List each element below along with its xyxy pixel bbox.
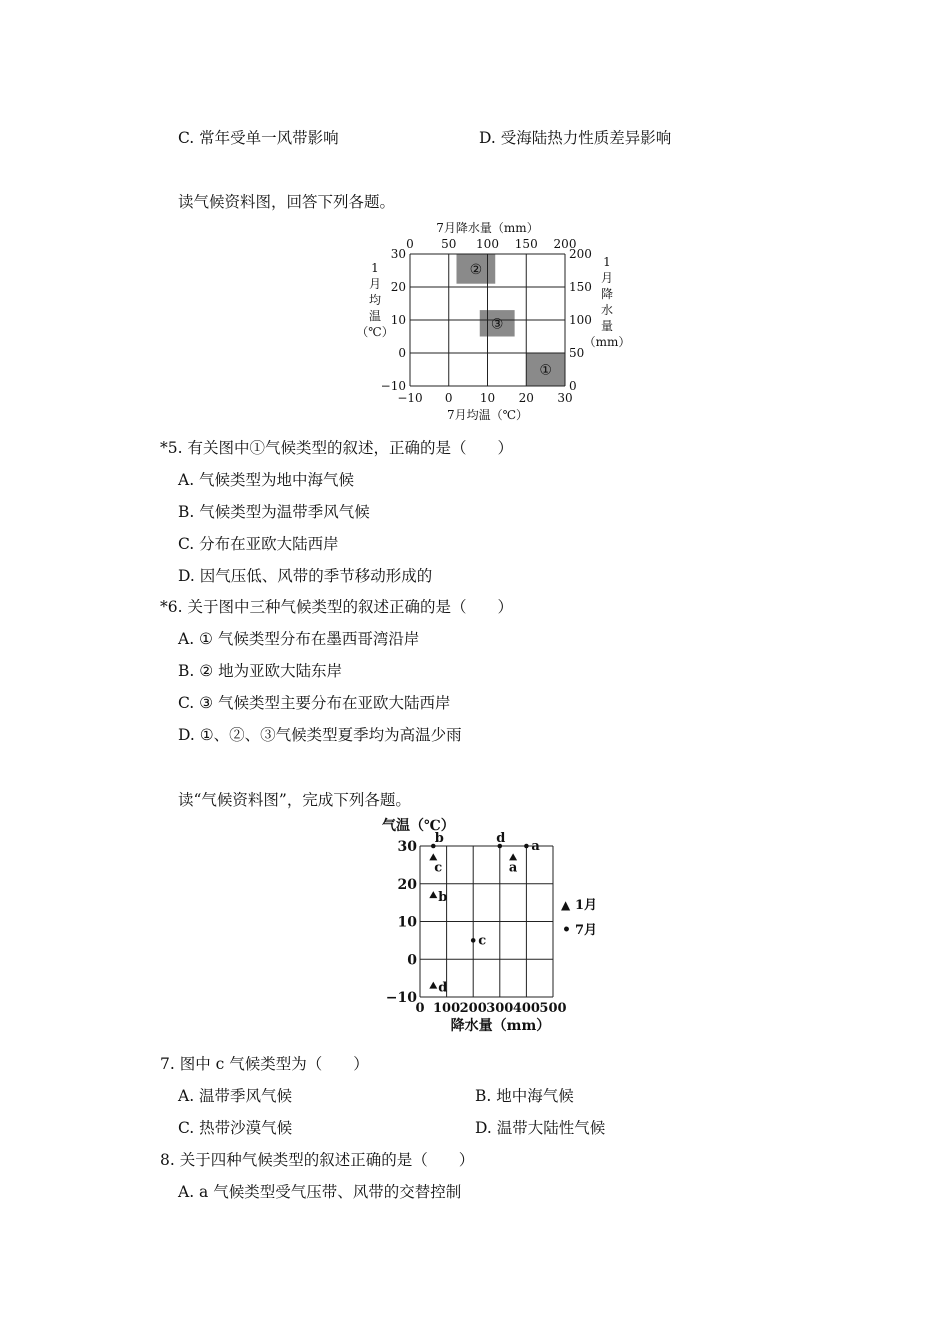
- left-axis-label: 均: [368, 293, 382, 307]
- left-tick-label: 30: [390, 247, 406, 261]
- chart-title: 气温（℃）: [382, 818, 455, 834]
- y-tick-label: 10: [397, 914, 417, 931]
- left-axis-label: 1: [371, 261, 379, 275]
- top-tick-label: 150: [514, 237, 538, 251]
- question-7-option-b[interactable]: B. 地中海气候: [475, 1087, 574, 1105]
- left-axis-label: （℃）: [356, 325, 394, 339]
- option-c-prev: C. 常年受单一风带影响: [178, 129, 339, 147]
- jan-point-label: b: [438, 890, 448, 906]
- bottom-tick-label: 20: [518, 391, 534, 405]
- option-d-prev: D. 受海陆热力性质差异影响: [479, 129, 672, 147]
- intro-1: 读气候资料图，回答下列各题。: [178, 193, 396, 211]
- left-tick-label: 20: [390, 280, 406, 294]
- climate-chart-2: [370, 808, 620, 1040]
- y-tick-label: 0: [407, 952, 417, 969]
- bottom-tick-label: 0: [444, 391, 453, 405]
- jul-point-c: [471, 938, 476, 943]
- right-tick-label: 0: [569, 379, 577, 393]
- y-tick-label: −10: [385, 990, 417, 1006]
- x-tick-label: 300: [486, 1001, 514, 1016]
- x-tick-label: 500: [539, 1001, 567, 1016]
- jan-point-d: [429, 982, 437, 989]
- question-8-stem: 8. 关于四种气候类型的叙述正确的是（ ）: [160, 1151, 475, 1169]
- legend-marker-jan: ▲: [561, 898, 571, 912]
- question-6-option-d[interactable]: D. ①、②、③气候类型夏季均为高温少雨: [178, 726, 462, 744]
- jul-point-label: c: [478, 933, 487, 949]
- x-tick-label: 0: [415, 1001, 425, 1016]
- region-label: ③: [490, 316, 504, 333]
- question-8-option-a[interactable]: A. a 气候类型受气压带、风带的交替控制: [178, 1183, 462, 1201]
- right-axis-label: （mm）: [583, 335, 631, 349]
- jan-point-label: d: [438, 980, 448, 996]
- right-axis-label: 水: [600, 303, 614, 317]
- top-tick-label: 0: [406, 237, 414, 251]
- y-tick-label: 30: [397, 839, 417, 855]
- left-axis-label: 月: [368, 277, 382, 291]
- right-tick-label: 150: [569, 280, 592, 294]
- x-axis-label: 降水量（mm）: [450, 1018, 551, 1034]
- region-label: ①: [539, 362, 552, 379]
- jul-point-label: b: [434, 831, 444, 846]
- question-6-option-c[interactable]: C. ③ 气候类型主要分布在亚欧大陆西岸: [178, 694, 451, 712]
- jan-point-b: [429, 891, 437, 898]
- right-tick-label: 50: [569, 346, 585, 360]
- question-5-stem: *5. 有关图中①气候类型的叙述，正确的是（ ）: [160, 439, 513, 457]
- bottom-tick-label: 30: [557, 391, 573, 405]
- left-axis-label: 温: [368, 309, 382, 323]
- right-axis-label: 1: [603, 255, 611, 269]
- y-tick-label: 20: [397, 876, 417, 893]
- question-6-stem: *6. 关于图中三种气候类型的叙述正确的是（ ）: [160, 598, 513, 616]
- question-5-option-c[interactable]: C. 分布在亚欧大陆西岸: [178, 535, 339, 553]
- jan-point-label: c: [434, 860, 443, 876]
- jul-point-label: d: [496, 831, 506, 846]
- region-label: ②: [469, 261, 483, 278]
- x-tick-label: 100: [433, 1001, 461, 1016]
- top-tick-label: 100: [476, 237, 499, 251]
- question-6-option-a[interactable]: A. ① 气候类型分布在墨西哥湾沿岸: [178, 630, 420, 648]
- bottom-axis-label: 7月均温（℃）: [446, 408, 529, 422]
- x-tick-label: 400: [512, 1001, 540, 1016]
- left-tick-label: 10: [390, 313, 406, 327]
- jan-point-a: [509, 853, 517, 860]
- right-axis-label: 月: [600, 271, 614, 285]
- question-7-option-a[interactable]: A. 温带季风气候: [178, 1087, 293, 1105]
- legend-label-jul: 7月: [575, 923, 598, 938]
- top-axis-label: 7月降水量（mm）: [436, 221, 539, 235]
- question-5-option-b[interactable]: B. 气候类型为温带季风气候: [178, 503, 370, 521]
- question-5-option-d[interactable]: D. 因气压低、风带的季节移动形成的: [178, 567, 433, 585]
- jul-point-a: [524, 844, 529, 849]
- climate-chart-1: [355, 212, 635, 430]
- right-tick-label: 100: [569, 313, 592, 327]
- top-tick-label: 50: [441, 237, 457, 251]
- question-6-option-b[interactable]: B. ② 地为亚欧大陆东岸: [178, 662, 343, 680]
- jan-point-label: a: [508, 860, 518, 876]
- right-axis-label: 降: [600, 287, 614, 301]
- left-tick-label: 0: [398, 346, 406, 360]
- bottom-tick-label: −10: [397, 391, 423, 405]
- question-5-option-a[interactable]: A. 气候类型为地中海气候: [178, 471, 355, 489]
- right-tick-label: 200: [569, 247, 592, 261]
- intro-2: 读“气候资料图”，完成下列各题。: [178, 791, 411, 809]
- right-axis-label: 量: [600, 319, 614, 333]
- question-7-stem: 7. 图中 c 气候类型为（ ）: [160, 1055, 369, 1073]
- question-7-option-c[interactable]: C. 热带沙漠气候: [178, 1119, 293, 1137]
- question-7-option-d[interactable]: D. 温带大陆性气候: [475, 1119, 606, 1137]
- top-tick-label: 200: [553, 237, 577, 251]
- x-tick-label: 200: [459, 1001, 487, 1016]
- legend-label-jan: 1月: [575, 898, 598, 913]
- left-tick-label: −10: [380, 379, 406, 393]
- legend-marker-jul: •: [562, 922, 571, 938]
- jan-point-c: [429, 853, 437, 860]
- bottom-tick-label: 10: [479, 391, 496, 405]
- jul-point-label: a: [531, 839, 540, 854]
